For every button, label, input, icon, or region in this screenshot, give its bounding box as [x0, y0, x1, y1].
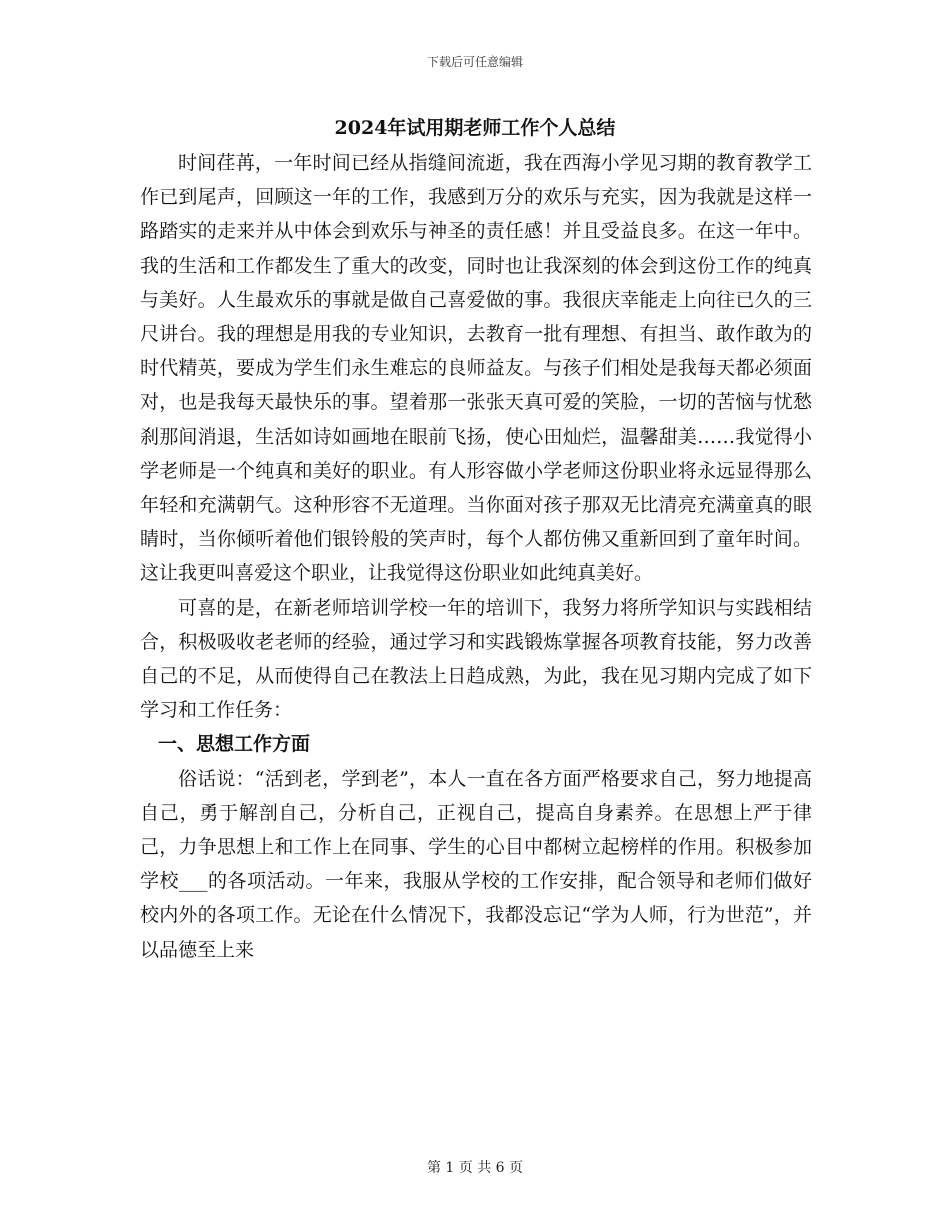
section-paragraph: 俗话说：“活到老，学到老”，本人一直在各方面严格要求自己，努力地提高自己，勇于解剖自己，分析自己，正视自己，提高自身素养。在思想上严于律己，力争思想上和工作上在同事、学生的心目中都树立起榜样的作用。积极参加学校___的各项活动。一年来，我服从学校的工作安排，配合领导和老师们做好校内外的各项工作。无论在什么情况下，我都没忘记“学为人师，行为世范”，并以品德至上来	[140, 767, 812, 961]
page-header-note: 下载后可任意编辑	[426, 55, 523, 69]
body-paragraph-1: 时间荏苒，一年时间已经从指缝间流逝，我在西海小学见习期的教育教学工作已到尾声，回顾这一年的工作，我感到万分的欢乐与充实，因为我就是这样一路踏实的走来并从中体会到欢乐与神圣的责任感！并且受益良多。在这一年中。我的生活和工作都发生了重大的改变，同时也让我深刻的体会到这份工作的纯真与美好。人生最欢乐的事就是做自己喜爱做的事。我很庆幸能走上向往已久的三尺讲台。我的理想是用我的专业知识，去教育一批有理想、有担当、敢作敢为的时代精英，要成为学生们永生难忘的良师益友。与孩子们相处是我每天都必须面对，也是我每天最快乐的事。望着那一张张天真可爱的笑脸，一切的苦恼与忧愁刹那间消退，生活如诗如画地在眼前飞扬，使心田灿烂，温馨甜美……我觉得小学老师是一个纯真和美好的职业。有人形容做小学老师这份职业将永远显得那么年轻和充满朝气。这种形容不无道理。当你面对孩子那双无比清亮充满童真的眼睛时，当你倾听着他们银铃般的笑声时，每个人都仿佛又重新回到了童年时间。这让我更叫喜爱这个职业，让我觉得这份职业如此纯真美好。	[140, 152, 812, 585]
section-heading: 一、思想工作方面	[158, 733, 311, 756]
page-number: 第 1 页 共 6 页	[426, 1160, 524, 1176]
document-title: 2024年试用期老师工作个人总结	[334, 117, 616, 139]
body-paragraph-2: 可喜的是，在新老师培训学校一年的培训下，我努力将所学知识与实践相结合，积极吸收老老师的经验，通过学习和实践锻炼掌握各项教育技能，努力改善自己的不足，从而使得自己在教法上日趋成熟，为此，我在见习期内完成了如下学习和工作任务：	[140, 596, 812, 722]
document-body	[140, 146, 812, 967]
